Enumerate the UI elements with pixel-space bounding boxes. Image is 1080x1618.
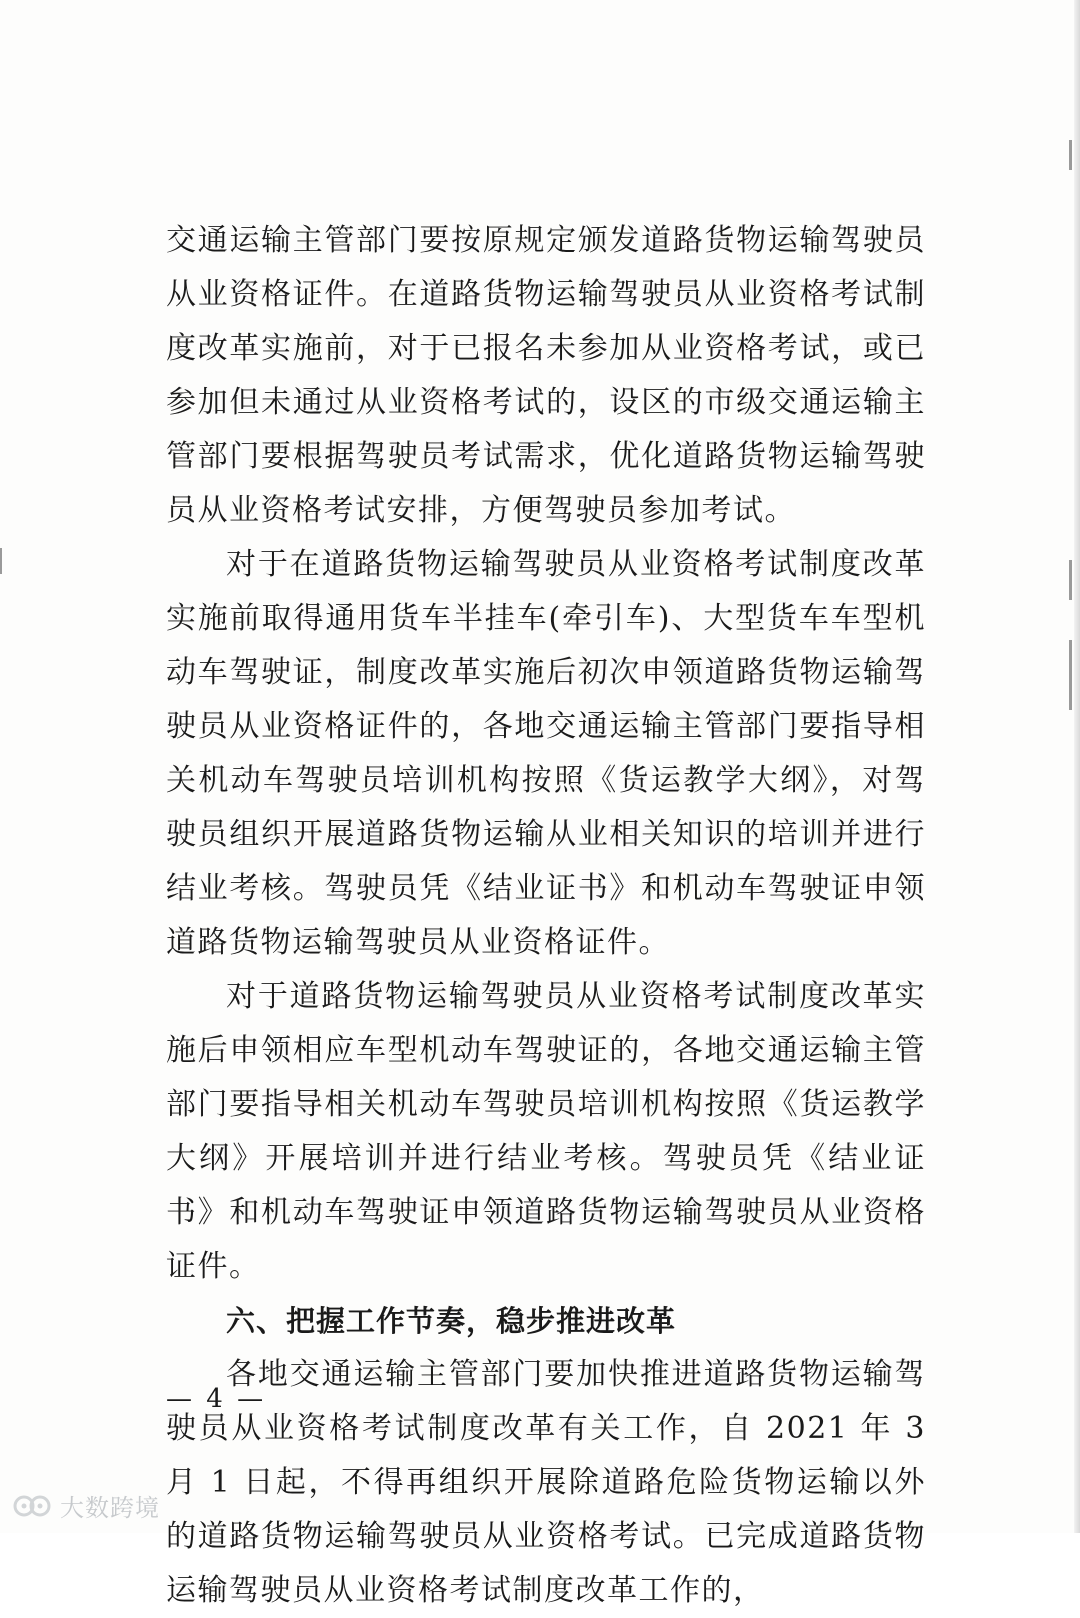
scan-artifact: [1069, 140, 1072, 170]
paragraph: 交通运输主管部门要按原规定颁发道路货物运输驾驶员从业资格证件。在道路货物运输驾驶员从业资格考试制度改革实施前，对于已报名未参加从业资格考试，或已参加但未通过从业资格考试的，设区的市级交通运输主管部门要根据驾驶员考试需求，优化道路货物运输驾驶员从业资格考试安排，方便驾驶员参加考试。: [166, 223, 926, 528]
brand-logo-icon: [12, 1491, 54, 1521]
scan-artifact: [1069, 560, 1072, 600]
document-body: [166, 214, 926, 1618]
page-number: — 4 —: [166, 1384, 267, 1414]
watermark: [12, 1488, 160, 1523]
paragraph: 对于道路货物运输驾驶员从业资格考试制度改革实施后申领相应车型机动车驾驶证的，各地交通运输主管部门要指导相关机动车驾驶员培训机构按照《货运教学大纲》开展培训并进行结业考核。驾驶员凭《结业证书》和机动车驾驶证申领道路货物运输驾驶员从业资格证件。: [166, 979, 926, 1284]
paragraph: 对于在道路货物运输驾驶员从业资格考试制度改革实施前取得通用货车半挂车(牵引车)、大型货车车型机动车驾驶证，制度改革实施后初次申领道路货物运输驾驶员从业资格证件的，各地交通运输主管部门要指导相关机动车驾驶员培训机构按照《货运教学大纲》，对驾驶员组织开展道路货物运输从业相关知识的培训并进行结业考核。驾驶员凭《结业证书》和机动车驾驶证申领道路货物运输驾驶员从业资格证件。: [166, 547, 926, 960]
watermark-text: 大数跨境: [60, 1494, 160, 1522]
scan-edge: [1074, 0, 1080, 1533]
scan-artifact: [1069, 640, 1072, 710]
section-heading: 六、把握工作节奏，稳步推进改革: [226, 1304, 677, 1338]
paragraph: 各地交通运输主管部门要加快推进道路货物运输驾驶员从业资格考试制度改革有关工作，自 2021 年 3 月 1 日起，不得再组织开展除道路危险货物运输以外的道路货物运输驾驶员从业资格考试。已完成道路货物运输驾驶员从业资格考试制度改革工作的，: [166, 1357, 926, 1608]
scan-artifact: [0, 548, 2, 574]
